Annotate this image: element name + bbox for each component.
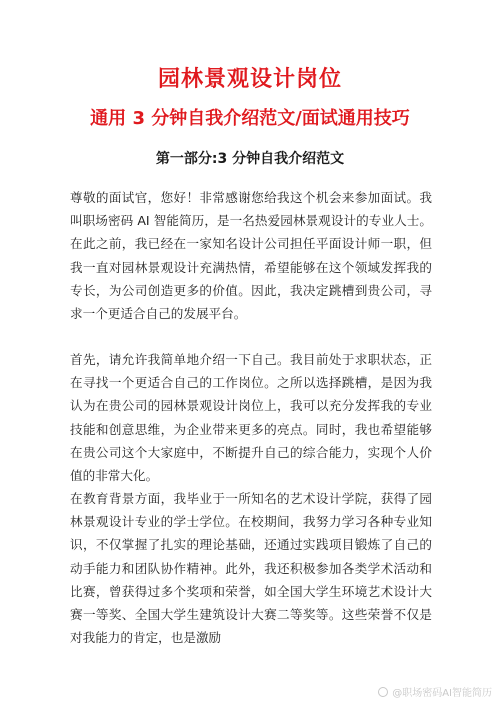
watermark xyxy=(378,684,492,699)
document-subtitle: 通用 3 分钟自我介绍范文/面试通用技巧 xyxy=(90,108,410,129)
paragraph-job-motivation: 首先，请允许我简单地介绍一下自己。我目前处于求职状态，正在寻找一个更适合自己的工作岗位。之所以选择跳槽，是因为我认为在贵公司的园林景观设计岗位上，我可以充分发挥我的专业技能和创意思维，为企业带来更多的亮点。同时，我也希望能够在贵公司这个大家庭中，不断提升自己的综合能力，实现个人价值的非常大化。 xyxy=(70,352,432,484)
paragraph-introduction: 尊敬的面试官，您好！非常感谢您给我这个机会来参加面试。我叫职场密码 AI 智能简历，是一名热爱园林景观设计的专业人士。在此之前，我已经在一家知名设计公司担任平面设计师一职，但我一直对园林景观设计充满热情，希望能够在这个领域发挥我的专长，为公司创造更多的价值。因此，我决定跳槽到贵公司，寻求一个更适合自己的发展平台。 xyxy=(70,190,432,322)
document-title: 园林景观设计岗位 xyxy=(157,67,342,92)
watermark-text: @职场密码AI智能简历 xyxy=(392,688,492,699)
paragraph-education: 在教育背景方面，我毕业于一所知名的艺术设计学院，获得了园林景观设计专业的学士学位。在校期间，我努力学习各种专业知识，不仅掌握了扎实的理论基础，还通过实践项目锻炼了自己的动手能力和团队协作精神。此外，我还积极参加各类学术活动和比赛，曾获得过多个奖项和荣誉，如全国大学生环境艺术设计大赛一等奖、全国大学生建筑设计大赛二等奖等。这些荣誉不仅是对我能力的肯定，也是激励 xyxy=(70,491,432,646)
watermark-logo-icon xyxy=(378,687,388,697)
section-heading: 第一部分:3 分钟自我介绍范文 xyxy=(155,151,345,167)
